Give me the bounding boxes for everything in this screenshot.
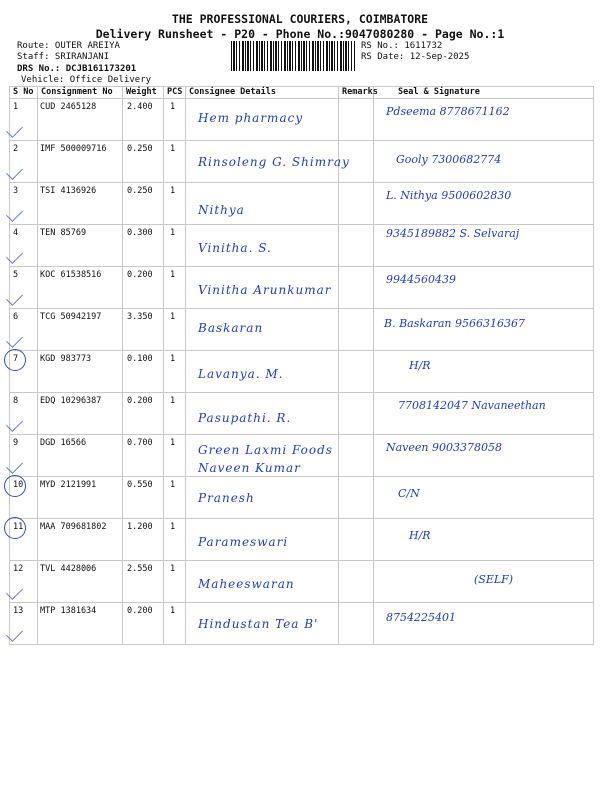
row-pcs: 1 — [164, 561, 186, 603]
col-pcs: PCS — [164, 87, 186, 99]
signature: B. Baskaran 9566316367 — [384, 317, 525, 330]
rs-number: RS No.: 1611732 — [361, 41, 443, 51]
row-consignment: TEN 85769 — [38, 225, 123, 267]
consignee-name: Vinitha. S. — [198, 241, 272, 255]
row-signature-cell — [374, 393, 594, 435]
row-sno-cell — [10, 141, 38, 183]
row-consignee-cell — [186, 561, 339, 603]
row-remarks — [339, 435, 374, 477]
consignee-name: Parameswari — [198, 535, 289, 549]
circle-mark — [4, 475, 26, 497]
row-consignee-cell — [186, 141, 350, 183]
table-row — [10, 561, 594, 603]
consignee-name: Nithya — [198, 203, 245, 217]
circle-mark — [4, 517, 26, 539]
check-mark — [6, 583, 23, 600]
table-row — [10, 519, 594, 561]
circle-mark — [4, 349, 26, 371]
signature: H/R — [409, 359, 431, 372]
check-mark — [6, 121, 23, 138]
signature: (SELF) — [474, 573, 514, 586]
vehicle-label: Vehicle: Office Delivery — [21, 75, 152, 85]
row-consignment: TSI 4136926 — [38, 183, 123, 225]
row-pcs: 1 — [164, 351, 186, 393]
row-signature-cell — [374, 477, 594, 519]
row-signature-cell — [374, 183, 594, 225]
check-mark — [6, 247, 23, 264]
row-signature-cell — [374, 351, 594, 393]
table-row — [10, 351, 594, 393]
row-weight: 0.200 — [123, 603, 164, 645]
row-sno: 5 — [13, 270, 19, 280]
row-remarks — [339, 561, 374, 603]
row-signature-cell — [374, 519, 594, 561]
table-row — [10, 435, 594, 477]
consignee-name: Hindustan Tea B' — [198, 617, 319, 631]
check-mark — [6, 163, 23, 180]
row-consignment: KGD 983773 — [38, 351, 123, 393]
row-sno-cell — [10, 267, 38, 309]
col-weight: Weight — [123, 87, 164, 99]
check-mark — [6, 205, 23, 222]
row-consignment: MTP 1381634 — [38, 603, 123, 645]
row-consignment: MYD 2121991 — [38, 477, 123, 519]
row-sno: 6 — [13, 312, 19, 322]
row-pcs: 1 — [164, 99, 186, 141]
signature: 9944560439 — [386, 273, 456, 286]
row-consignee-cell — [186, 393, 339, 435]
row-signature-cell — [374, 99, 594, 141]
row-weight: 0.200 — [123, 393, 164, 435]
col-remarks: Remarks — [339, 87, 374, 99]
row-consignee-cell — [186, 99, 339, 141]
signature: C/N — [398, 487, 420, 500]
row-weight: 2.550 — [123, 561, 164, 603]
consignee-name: Maheeswaran — [198, 577, 295, 591]
row-pcs: 1 — [164, 309, 186, 351]
check-mark — [6, 457, 23, 474]
check-mark — [6, 331, 23, 348]
signature: 9345189882 S. Selvaraj — [386, 227, 520, 240]
row-sno-cell — [10, 519, 38, 561]
check-mark — [6, 625, 23, 642]
runsheet-subtitle: Delivery Runsheet - P20 - Phone No.:9047080280 - Page No.:1 — [95, 27, 505, 41]
table-row — [10, 393, 594, 435]
consignee-name: Pranesh — [198, 491, 255, 505]
row-consignee-cell — [186, 267, 339, 309]
row-weight: 0.250 — [123, 183, 164, 225]
row-sno-cell — [10, 309, 38, 351]
row-consignment: TVL 4428006 — [38, 561, 123, 603]
consignee-name: Pasupathi. R. — [198, 411, 292, 425]
rs-date: RS Date: 12-Sep-2025 — [361, 52, 470, 62]
consignee-name: Rinsoleng G. Shimray — [198, 155, 350, 169]
signature: Naveen 9003378058 — [386, 441, 502, 454]
row-remarks — [339, 99, 374, 141]
row-pcs: 1 — [164, 393, 186, 435]
row-sno-cell — [10, 435, 38, 477]
row-signature-cell — [374, 225, 594, 267]
row-remarks — [339, 309, 374, 351]
row-consignee-cell — [186, 309, 339, 351]
row-weight: 0.250 — [123, 141, 164, 183]
row-consignment: CUD 2465128 — [38, 99, 123, 141]
row-weight: 0.550 — [123, 477, 164, 519]
row-weight: 2.400 — [123, 99, 164, 141]
row-remarks — [339, 393, 374, 435]
signature: L. Nithya 9500602830 — [386, 189, 512, 202]
signature: H/R — [409, 529, 431, 542]
row-consignment: MAA 709681802 — [38, 519, 123, 561]
row-sno: 7 — [13, 354, 19, 364]
consignee-name: Lavanya. M. — [198, 367, 284, 381]
table-row — [10, 99, 594, 141]
row-sno: 1 — [13, 102, 19, 112]
signature: Gooly 7300682774 — [396, 153, 502, 166]
col-consignment: Consignment No — [38, 87, 123, 99]
row-pcs: 1 — [164, 603, 186, 645]
row-sno: 10 — [13, 480, 24, 490]
consignee-name: Baskaran — [198, 321, 264, 335]
row-remarks — [339, 603, 374, 645]
row-weight: 3.350 — [123, 309, 164, 351]
row-remarks — [339, 183, 374, 225]
row-sno: 4 — [13, 228, 19, 238]
barcode — [231, 41, 355, 71]
row-sno: 9 — [13, 438, 19, 448]
row-consignment: KOC 61538516 — [38, 267, 123, 309]
row-signature-cell — [374, 561, 594, 603]
row-sno-cell — [10, 603, 38, 645]
row-pcs: 1 — [164, 519, 186, 561]
row-sno: 13 — [13, 606, 24, 616]
row-sno: 12 — [13, 564, 24, 574]
table-row — [10, 267, 594, 309]
table-row — [10, 141, 594, 183]
row-weight: 0.300 — [123, 225, 164, 267]
row-sno: 11 — [13, 522, 24, 532]
row-sno-cell — [10, 561, 38, 603]
row-remarks — [339, 351, 374, 393]
row-consignee-cell — [186, 519, 339, 561]
row-sno-cell — [10, 225, 38, 267]
table-row — [10, 225, 594, 267]
row-consignment: EDQ 10296387 — [38, 393, 123, 435]
row-sno-cell — [10, 393, 38, 435]
row-consignee-cell — [186, 225, 339, 267]
row-consignee-cell — [186, 603, 339, 645]
row-consignment: TCG 50942197 — [38, 309, 123, 351]
row-signature-cell — [374, 435, 594, 477]
row-consignment: IMF 500009716 — [38, 141, 123, 183]
row-consignee-cell — [186, 183, 339, 225]
row-pcs: 1 — [164, 141, 186, 183]
row-signature-cell — [374, 141, 594, 183]
row-signature-cell — [374, 267, 594, 309]
staff-label: Staff: SRIRANJANI — [17, 52, 110, 62]
row-remarks — [339, 267, 374, 309]
row-weight: 0.700 — [123, 435, 164, 477]
signature: 7708142047 Navaneethan — [398, 399, 546, 412]
row-sno-cell — [10, 99, 38, 141]
col-consignee: Consignee Details — [186, 87, 339, 99]
row-weight: 0.200 — [123, 267, 164, 309]
row-consignment: DGD 16566 — [38, 435, 123, 477]
consignee-name: Hem pharmacy — [198, 111, 304, 125]
row-consignee-cell — [186, 435, 339, 477]
row-remarks — [339, 519, 374, 561]
check-mark — [6, 289, 23, 306]
runsheet-table — [9, 86, 594, 645]
row-pcs: 1 — [164, 477, 186, 519]
table-header — [10, 87, 594, 99]
table-row — [10, 477, 594, 519]
row-sno: 2 — [13, 144, 19, 154]
row-consignee-cell — [186, 351, 339, 393]
row-sno-cell — [10, 183, 38, 225]
row-remarks — [339, 477, 374, 519]
table-row — [10, 603, 594, 645]
row-remarks — [339, 225, 374, 267]
consignee-name: Green Laxmi Foods Naveen Kumar — [198, 443, 333, 475]
route-label: Route: OUTER AREIYA — [17, 41, 120, 51]
signature: 8754225401 — [386, 611, 456, 624]
check-mark — [6, 415, 23, 432]
table-row — [10, 309, 594, 351]
row-weight: 0.100 — [123, 351, 164, 393]
signature: Pdseema 8778671162 — [386, 105, 510, 118]
row-pcs: 1 — [164, 435, 186, 477]
row-pcs: 1 — [164, 183, 186, 225]
row-signature-cell — [374, 603, 594, 645]
col-signature: Seal & Signature — [374, 87, 594, 99]
row-sno-cell — [10, 477, 38, 519]
row-sno-cell — [10, 351, 38, 393]
row-weight: 1.200 — [123, 519, 164, 561]
drs-number: DRS No.: DCJB161173201 — [17, 64, 137, 74]
row-pcs: 1 — [164, 225, 186, 267]
row-sno: 3 — [13, 186, 19, 196]
col-sno: S No — [10, 87, 38, 99]
row-signature-cell — [374, 309, 594, 351]
row-sno: 8 — [13, 396, 19, 406]
row-pcs: 1 — [164, 267, 186, 309]
row-consignee-cell — [186, 477, 339, 519]
table-row — [10, 183, 594, 225]
company-title: THE PROFESSIONAL COURIERS, COIMBATORE — [171, 12, 429, 26]
consignee-name: Vinitha Arunkumar — [198, 283, 332, 297]
